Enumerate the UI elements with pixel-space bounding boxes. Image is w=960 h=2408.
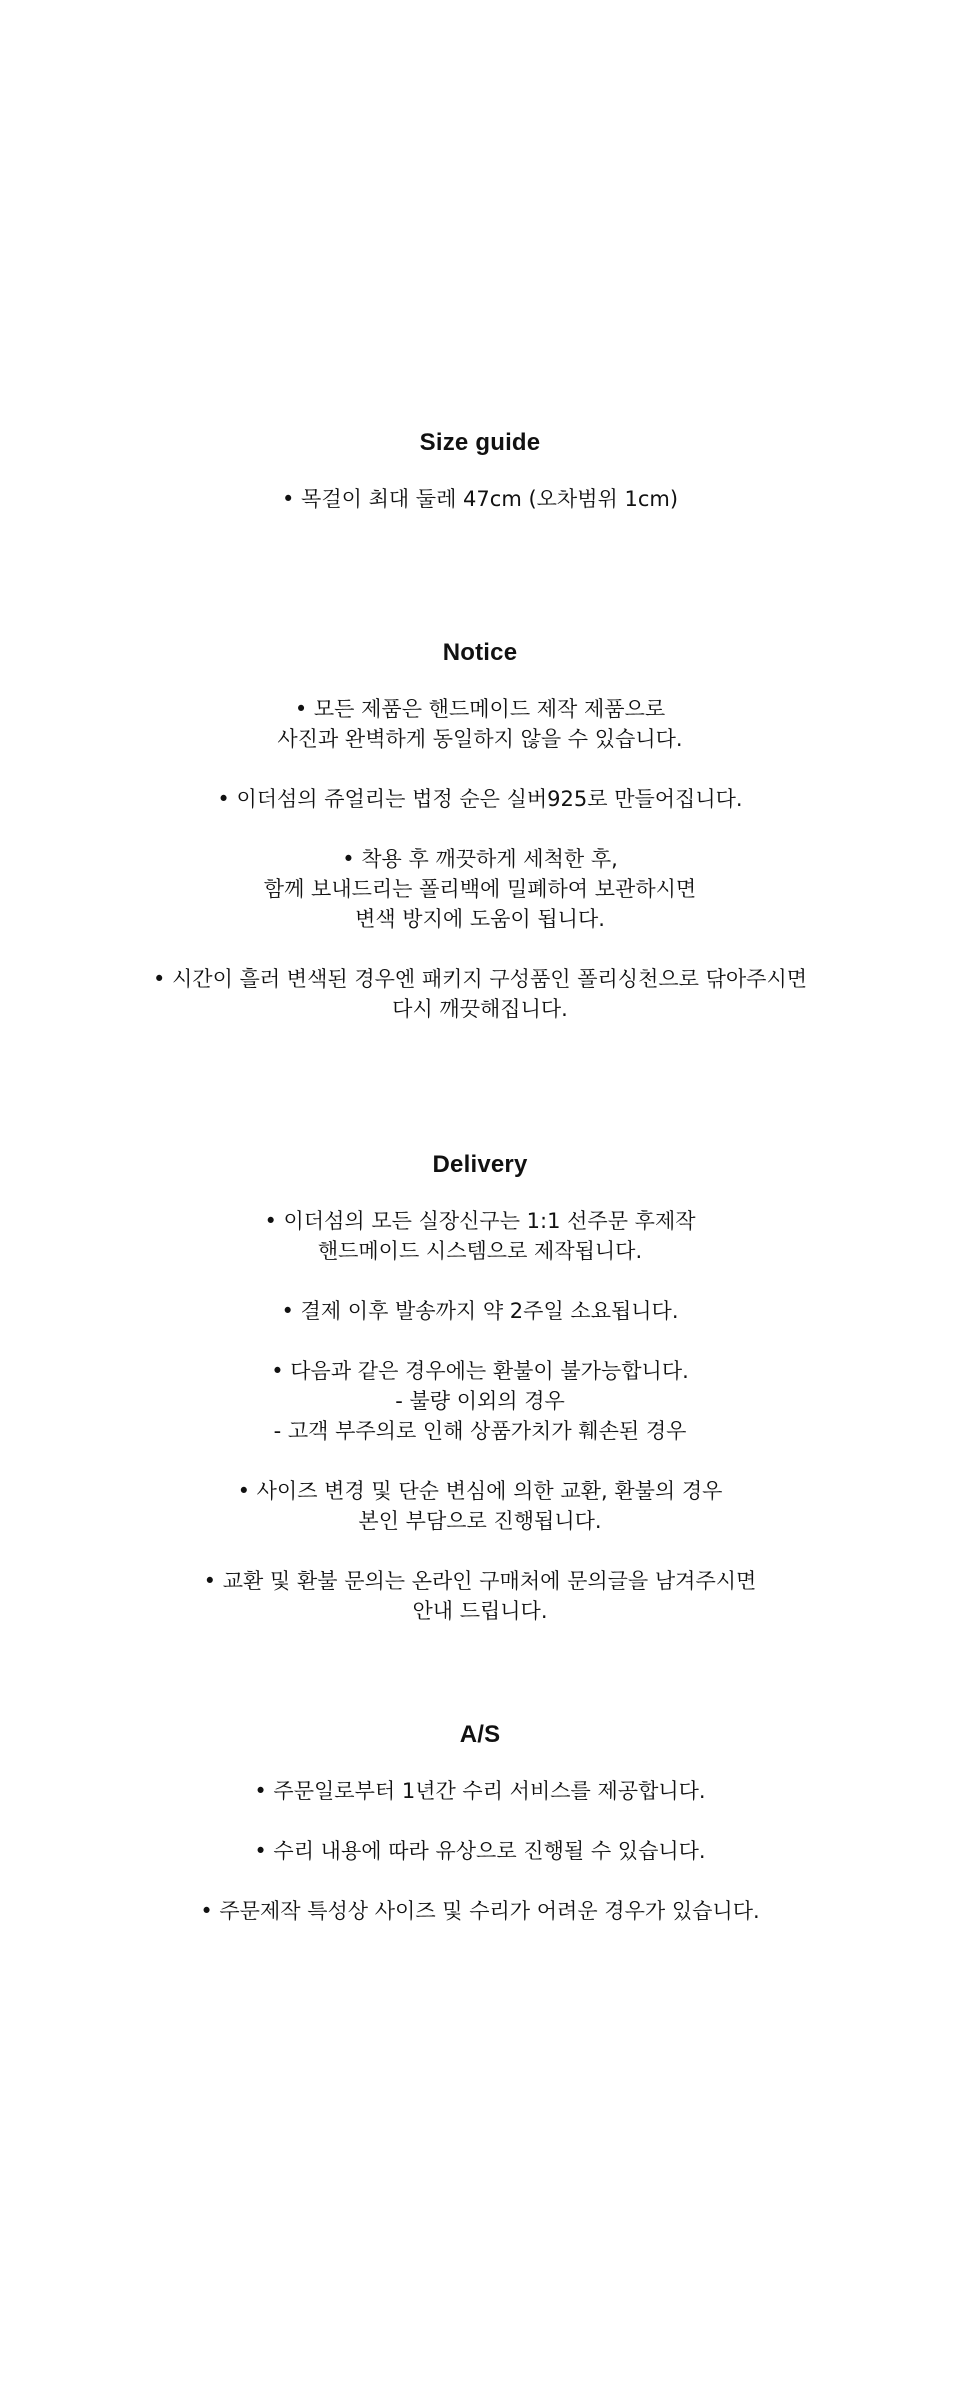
delivery-line: • 교환 및 환불 문의는 온라인 구매처에 문의글을 남겨주시면	[203, 1569, 757, 1593]
as-item	[0, 1836, 960, 1866]
delivery-line: - 고객 부주의로 인해 상품가치가 훼손된 경우	[273, 1419, 687, 1443]
delivery-line: • 다음과 같은 경우에는 환불이 불가능합니다.	[271, 1359, 689, 1383]
delivery-item	[0, 1206, 960, 1266]
notice-line: • 모든 제품은 핸드메이드 제작 제품으로	[294, 697, 666, 721]
notice-line: • 이더섬의 쥬얼리는 법정 순은 실버925로 만들어집니다.	[217, 787, 743, 811]
delivery-line: • 이더섬의 모든 실장신구는 1:1 선주문 후제작	[264, 1209, 696, 1233]
notice-line: 사진과 완벽하게 동일하지 않을 수 있습니다.	[277, 727, 683, 751]
delivery-item	[0, 1476, 960, 1536]
delivery-line: 핸드메이드 시스템으로 제작됩니다.	[317, 1239, 643, 1263]
delivery-line: • 사이즈 변경 및 단순 변심에 의한 교환, 환불의 경우	[237, 1479, 723, 1503]
notice-line: 함께 보내드리는 폴리백에 밀폐하여 보관하시면	[263, 877, 697, 901]
size-guide-title: Size guide	[419, 429, 541, 456]
delivery-line: • 결제 이후 발송까지 약 2주일 소요됩니다.	[281, 1299, 679, 1323]
notice-line: 다시 깨끗해집니다.	[392, 997, 568, 1021]
notice-item	[0, 784, 960, 814]
notice-title: Notice	[442, 639, 518, 666]
notice-item	[0, 964, 960, 1024]
delivery-line: - 불량 이외의 경우	[395, 1389, 565, 1413]
notice-section	[0, 638, 960, 1054]
as-section	[0, 1720, 960, 1956]
size-guide-line: • 목걸이 최대 둘레 47cm (오차범위 1cm)	[281, 487, 679, 511]
notice-line: • 착용 후 깨끗하게 세척한 후,	[342, 847, 618, 871]
delivery-item	[0, 1296, 960, 1326]
as-item	[0, 1776, 960, 1806]
delivery-title: Delivery	[432, 1151, 528, 1178]
as-title: A/S	[459, 1721, 501, 1748]
delivery-item	[0, 1356, 960, 1446]
as-item	[0, 1896, 960, 1926]
as-line: • 주문제작 특성상 사이즈 및 수리가 어려운 경우가 있습니다.	[200, 1899, 760, 1923]
as-line: • 주문일로부터 1년간 수리 서비스를 제공합니다.	[254, 1779, 706, 1803]
notice-item	[0, 844, 960, 934]
delivery-line: 안내 드립니다.	[412, 1599, 548, 1623]
delivery-section	[0, 1150, 960, 1656]
notice-line: • 시간이 흘러 변색된 경우엔 패키지 구성품인 폴리싱천으로 닦아주시면	[152, 967, 808, 991]
size-guide-item	[0, 484, 960, 514]
as-line: • 수리 내용에 따라 유상으로 진행될 수 있습니다.	[254, 1839, 706, 1863]
delivery-line: 본인 부담으로 진행됩니다.	[358, 1509, 602, 1533]
size-guide-section	[0, 428, 960, 544]
notice-line: 변색 방지에 도움이 됩니다.	[355, 907, 605, 931]
delivery-item	[0, 1566, 960, 1626]
notice-item	[0, 694, 960, 754]
